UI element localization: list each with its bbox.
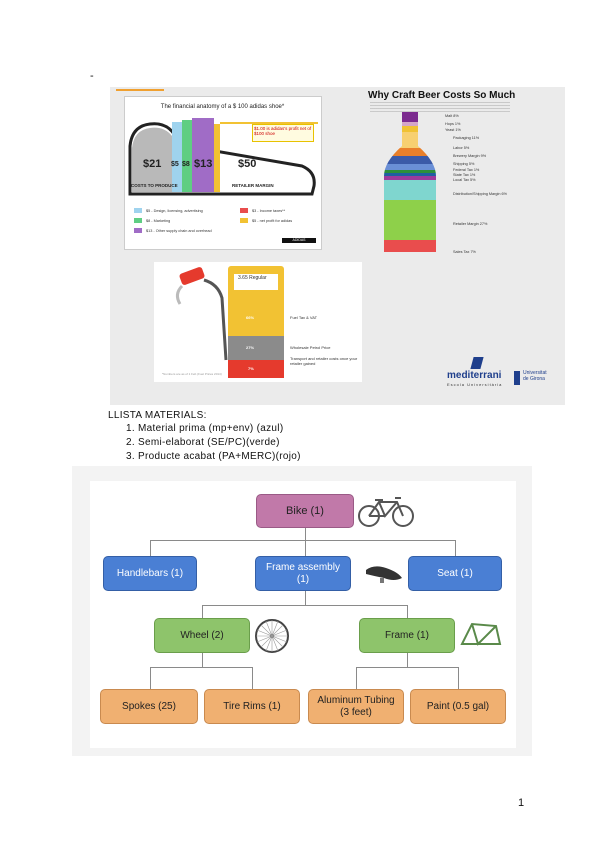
- connector: [305, 591, 306, 605]
- bicycle-icon: [357, 494, 415, 528]
- materials-list-item: 1. Material prima (mp+env) (azul): [126, 423, 284, 434]
- connector: [356, 667, 357, 689]
- udg-logo-line: de Girona: [523, 376, 545, 382]
- beer-label: State Tax 1%: [453, 173, 476, 177]
- legend-text: $13 - Other supply chain and overhead: [146, 229, 212, 233]
- bom-node-spokes: Spokes (25): [100, 689, 198, 724]
- page-number: 1: [518, 797, 525, 809]
- beer-bottle: [380, 112, 440, 254]
- bom-node-wheel: Wheel (2): [154, 618, 250, 653]
- beer-chart-title: Why Craft Beer Costs So Much: [368, 90, 516, 101]
- dash-mark: -: [90, 70, 94, 82]
- beer-label: Local Tax 5%: [453, 178, 476, 182]
- connector: [455, 540, 456, 556]
- saddle-icon: [364, 562, 404, 584]
- fuel-label: Transport and retailer costs once your retailer gained: [290, 356, 358, 366]
- bom-node-frame-assembly: Frame assembly (1): [255, 556, 351, 591]
- shoe-costs-label: COSTS TO PRODUCE: [131, 183, 178, 188]
- shoe-price-retailer: $50: [238, 158, 257, 170]
- bom-node-paint: Paint (0.5 gal): [410, 689, 506, 724]
- shoe-profit-note: $1.00 is adidas's profit net of $100 shoe: [252, 124, 314, 142]
- fuel-segment-transport: 7%: [248, 366, 254, 371]
- connector: [407, 605, 408, 618]
- mediterrani-logo: mediterrani: [447, 370, 502, 381]
- bom-node-frame: Frame (1): [359, 618, 455, 653]
- beer-label: Labor 5%: [453, 146, 470, 150]
- beer-label: Federal Tax 1%: [453, 168, 480, 172]
- shoe-chart-title: The financial anatomy of a $ 100 adidas shoe*: [160, 104, 285, 110]
- connector: [305, 528, 306, 540]
- legend-swatch: [134, 228, 142, 233]
- beer-label: Hops 1%: [445, 122, 461, 126]
- connector: [202, 605, 203, 618]
- legend-swatch: [240, 218, 248, 223]
- shoe-retailer-label: RETAILER MARGIN: [232, 183, 274, 188]
- connector: [407, 653, 408, 667]
- materials-list-title: LLISTA MATERIALS:: [108, 410, 207, 421]
- legend-text: $5 - Design, licensing, advertising: [146, 209, 203, 213]
- legend-text: $5 - net profit for adidas: [252, 219, 293, 223]
- beer-label: Malt 8%: [445, 114, 459, 118]
- materials-list-item: 3. Producte acabat (PA+MERC)(rojo): [126, 451, 301, 462]
- shoe-price-costs: $21: [143, 158, 162, 170]
- bom-node-seat: Seat (1): [408, 556, 502, 591]
- legend-swatch: [134, 208, 142, 213]
- connector: [458, 667, 459, 689]
- shoe-brand-tag: ADIDAS: [282, 238, 316, 243]
- fuel-segment-tax: 66%: [246, 315, 255, 320]
- beer-label: Brewery Margin 9%: [453, 154, 487, 158]
- shoe-price-marketing: $8: [182, 161, 190, 168]
- beer-label: Yeast 1%: [445, 128, 461, 132]
- bom-node-tire-rims: Tire Rims (1): [204, 689, 300, 724]
- beer-label: Distribution/Shipping Margin 6%: [453, 192, 508, 196]
- materials-list-item: 2. Semi-elaborat (SE/PC)(verde): [126, 437, 280, 448]
- connector: [356, 667, 458, 668]
- legend-swatch: [134, 218, 142, 223]
- fuel-label: Wholesale Petrol Price: [290, 345, 331, 350]
- fuel-label: Fuel Tax & VAT: [290, 315, 318, 320]
- bike-frame-icon: [458, 620, 504, 648]
- connector: [150, 667, 252, 668]
- fuel-pump: [228, 266, 284, 378]
- bom-node-aluminum-tubing: Aluminum Tubing (3 feet): [308, 689, 404, 724]
- udg-logo-mark: [514, 371, 520, 385]
- connector: [202, 653, 203, 667]
- beer-label: Packaging 11%: [453, 136, 480, 140]
- connector: [252, 667, 253, 689]
- shoe-price-design: $5: [171, 161, 179, 168]
- beer-label: Retailer Margin 27%: [453, 222, 488, 226]
- fuel-segment-wholesale: 27%: [246, 345, 255, 350]
- wheel-icon: [254, 618, 290, 654]
- connector: [150, 540, 455, 541]
- legend-swatch: [240, 208, 248, 213]
- beer-label: Sales Tax 7%: [453, 250, 476, 254]
- shoe-price-supply: $13: [194, 158, 213, 170]
- connector: [305, 540, 306, 556]
- mediterrani-logo-subtitle: Escola Universitària: [447, 382, 503, 387]
- udg-logo-line: Universitat: [523, 370, 547, 376]
- connector: [150, 667, 151, 689]
- connector: [150, 540, 151, 556]
- legend-text: $3 - Income taxes**: [252, 209, 286, 213]
- bom-node-handlebars: Handlebars (1): [103, 556, 197, 591]
- legend-text: $8 - Marketing: [146, 219, 171, 223]
- fuel-footnote: *Numbers are as of 1 Feb (Fuel Prices 2014): [162, 372, 222, 376]
- slide-accent-bar: [116, 89, 164, 91]
- connector: [202, 605, 407, 606]
- udg-logo: [523, 370, 547, 382]
- beer-label: Shipping 5%: [453, 162, 475, 166]
- fuel-price-label: 3.65 Regular: [238, 275, 267, 281]
- bom-node-bike: Bike (1): [256, 494, 354, 528]
